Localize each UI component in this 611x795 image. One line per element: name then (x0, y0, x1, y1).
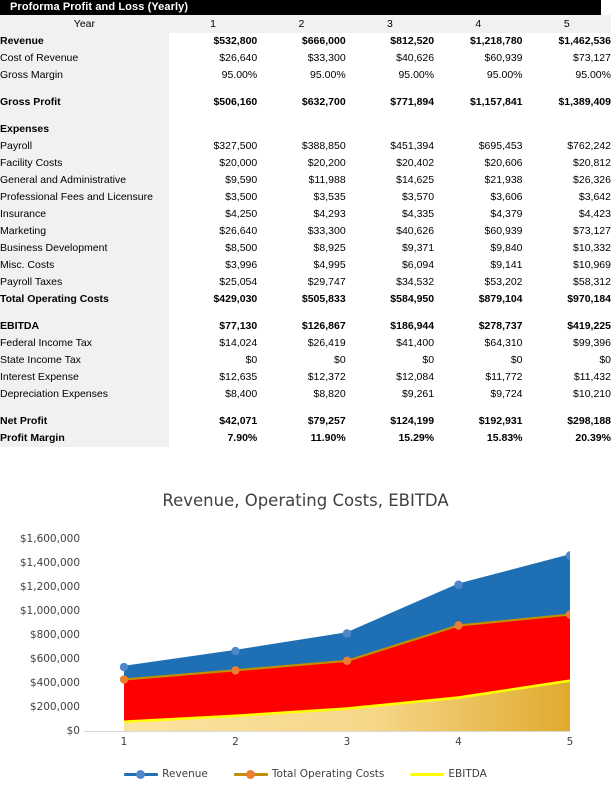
row-value: $42,071 (169, 413, 257, 430)
chart-marker (454, 581, 462, 589)
row-value: $812,520 (346, 33, 434, 50)
spacer-cell (434, 111, 522, 121)
table-row (0, 274, 611, 291)
row-value: $1,462,536 (523, 33, 611, 50)
spacer-cell (169, 308, 257, 318)
spacer-cell (169, 403, 257, 413)
column-header-year-1: 1 (169, 15, 257, 33)
row-value: $10,969 (523, 257, 611, 274)
row-value: $33,300 (257, 223, 345, 240)
table-row (0, 352, 611, 369)
row-value: $0 (523, 352, 611, 369)
row-value: 15.29% (346, 430, 434, 447)
y-axis-tick-label: $800,000 (29, 629, 80, 641)
row-value: $40,626 (346, 223, 434, 240)
row-value: $26,326 (523, 172, 611, 189)
legend-label: EBITDA (448, 768, 487, 780)
chart-title: Revenue, Operating Costs, EBITDA (162, 491, 449, 510)
y-axis-tick-label: $0 (66, 725, 80, 737)
row-value: $3,996 (169, 257, 257, 274)
row-label: Misc. Costs (0, 257, 169, 274)
row-value: $3,642 (523, 189, 611, 206)
row-value: 11.90% (257, 430, 345, 447)
spacer-cell (523, 403, 611, 413)
spacer-cell (434, 308, 522, 318)
row-value: $4,335 (346, 206, 434, 223)
row-value: $388,850 (257, 138, 345, 155)
spacer-cell (257, 111, 345, 121)
row-value: $34,532 (346, 274, 434, 291)
chart-marker (343, 629, 351, 637)
y-axis-tick-label: $1,200,000 (19, 581, 80, 593)
table-row (0, 291, 611, 308)
row-label: Interest Expense (0, 369, 169, 386)
row-value: $0 (346, 352, 434, 369)
row-value: $20,606 (434, 155, 522, 172)
legend-item-ebitda[interactable] (410, 768, 486, 780)
y-axis-tick-label: $1,400,000 (19, 557, 80, 569)
column-header-year-5: 5 (523, 15, 611, 33)
row-value: $26,640 (169, 223, 257, 240)
row-label: Insurance (0, 206, 169, 223)
row-value: $192,931 (434, 413, 522, 430)
row-value: $11,772 (434, 369, 522, 386)
table-row (0, 121, 611, 138)
table-row (0, 369, 611, 386)
table-row (0, 223, 611, 240)
spacer-cell (346, 84, 434, 94)
row-label: Payroll Taxes (0, 274, 169, 291)
chart-container (0, 487, 611, 795)
table-header-row (0, 15, 611, 33)
row-label: Gross Margin (0, 67, 169, 84)
row-value: $79,257 (257, 413, 345, 430)
row-value: $10,210 (523, 386, 611, 403)
chart-marker (231, 666, 239, 674)
spacer-cell (434, 403, 522, 413)
row-value: $970,184 (523, 291, 611, 308)
row-value: $879,104 (434, 291, 522, 308)
row-value: $9,840 (434, 240, 522, 257)
chart-y-axis (0, 533, 80, 737)
chart-legend (0, 768, 611, 780)
row-value: $6,094 (346, 257, 434, 274)
row-value: $419,225 (523, 318, 611, 335)
row-value: $8,500 (169, 240, 257, 257)
row-value: $26,640 (169, 50, 257, 67)
table-row (0, 413, 611, 430)
row-label: Federal Income Tax (0, 335, 169, 352)
y-axis-tick-label: $1,000,000 (19, 605, 80, 617)
table-row (0, 172, 611, 189)
row-label: Net Profit (0, 413, 169, 430)
row-label: Total Operating Costs (0, 291, 169, 308)
legend-label: Revenue (162, 768, 208, 780)
table-row (0, 240, 611, 257)
row-value: $695,453 (434, 138, 522, 155)
row-value: $11,988 (257, 172, 345, 189)
table-row (0, 206, 611, 223)
row-value: $666,000 (257, 33, 345, 50)
row-value: 20.39% (523, 430, 611, 447)
row-value: $1,218,780 (434, 33, 522, 50)
row-value: $20,812 (523, 155, 611, 172)
row-value: $53,202 (434, 274, 522, 291)
row-value: $33,300 (257, 50, 345, 67)
x-axis-tick-label: 4 (455, 736, 462, 748)
row-value (523, 121, 611, 138)
row-value: $20,402 (346, 155, 434, 172)
row-label: Gross Profit (0, 94, 169, 111)
row-value: $9,141 (434, 257, 522, 274)
spacer-cell (169, 84, 257, 94)
chart-x-axis-line (84, 731, 570, 732)
row-value: $0 (257, 352, 345, 369)
row-label: Business Development (0, 240, 169, 257)
row-value: $429,030 (169, 291, 257, 308)
row-value: $124,199 (346, 413, 434, 430)
row-value: $9,724 (434, 386, 522, 403)
row-value: $186,944 (346, 318, 434, 335)
row-value: $3,570 (346, 189, 434, 206)
chart-marker (120, 675, 128, 683)
column-header-year-3: 3 (346, 15, 434, 33)
row-value (257, 121, 345, 138)
row-label: EBITDA (0, 318, 169, 335)
row-label: Professional Fees and Licensure (0, 189, 169, 206)
y-axis-tick-label: $200,000 (29, 701, 80, 713)
y-axis-tick-label: $1,600,000 (19, 533, 80, 545)
row-value: $451,394 (346, 138, 434, 155)
row-value: $12,372 (257, 369, 345, 386)
table-row (0, 430, 611, 447)
legend-swatch-icon (410, 769, 444, 779)
row-value: $8,925 (257, 240, 345, 257)
row-value: $3,535 (257, 189, 345, 206)
chart-marker (231, 647, 239, 655)
row-value: $0 (434, 352, 522, 369)
table-row (0, 33, 611, 50)
spacer-cell (434, 84, 522, 94)
spacer-cell (346, 403, 434, 413)
x-axis-tick-label: 1 (120, 736, 128, 748)
row-value (346, 121, 434, 138)
legend-item-total-operating-costs[interactable] (234, 768, 385, 780)
row-value: $632,700 (257, 94, 345, 111)
row-value: 95.00% (434, 67, 522, 84)
row-label: General and Administrative (0, 172, 169, 189)
sheet-title: Proforma Profit and Loss (Yearly) (0, 0, 601, 15)
y-axis-tick-label: $600,000 (29, 653, 80, 665)
row-value: $60,939 (434, 223, 522, 240)
row-value: 15.83% (434, 430, 522, 447)
row-value: $9,371 (346, 240, 434, 257)
row-value: 95.00% (169, 67, 257, 84)
row-value: $278,737 (434, 318, 522, 335)
chart-svg (84, 539, 570, 731)
legend-label: Total Operating Costs (271, 768, 385, 780)
row-value: $12,635 (169, 369, 257, 386)
table-row (0, 335, 611, 352)
row-value: $77,130 (169, 318, 257, 335)
row-value: $9,590 (169, 172, 257, 189)
row-value: $20,200 (257, 155, 345, 172)
row-value: $298,188 (523, 413, 611, 430)
y-axis-tick-label: $400,000 (29, 677, 80, 689)
spacer-cell (257, 308, 345, 318)
row-label: Payroll (0, 138, 169, 155)
legend-item-revenue[interactable] (124, 768, 208, 780)
spacer-cell (346, 111, 434, 121)
table-row (0, 257, 611, 274)
row-value: $584,950 (346, 291, 434, 308)
row-value: $20,000 (169, 155, 257, 172)
table-row (0, 50, 611, 67)
row-value: $25,054 (169, 274, 257, 291)
table-row (0, 386, 611, 403)
row-value: $26,419 (257, 335, 345, 352)
profit-loss-table (0, 15, 611, 447)
chart-marker (343, 657, 351, 665)
row-value: 7.90% (169, 430, 257, 447)
x-axis-tick-label: 2 (232, 736, 239, 748)
row-value (169, 121, 257, 138)
spacer-cell (0, 308, 169, 318)
table-spacer-row (0, 308, 611, 318)
row-value: $14,625 (346, 172, 434, 189)
row-value: $21,938 (434, 172, 522, 189)
row-value: 95.00% (523, 67, 611, 84)
table-row (0, 318, 611, 335)
row-value: $9,261 (346, 386, 434, 403)
row-value: $40,626 (346, 50, 434, 67)
row-value: $327,500 (169, 138, 257, 155)
row-value: $11,432 (523, 369, 611, 386)
row-value: $771,894 (346, 94, 434, 111)
spacer-cell (523, 308, 611, 318)
spacer-cell (0, 111, 169, 121)
row-value: $762,242 (523, 138, 611, 155)
row-value: $532,800 (169, 33, 257, 50)
row-value: $4,250 (169, 206, 257, 223)
legend-swatch-icon (124, 769, 158, 779)
row-value: $14,024 (169, 335, 257, 352)
row-value: $41,400 (346, 335, 434, 352)
row-label: Revenue (0, 33, 169, 50)
x-axis-tick-label: 3 (343, 736, 351, 748)
table-row (0, 189, 611, 206)
row-value (434, 121, 522, 138)
table-row (0, 155, 611, 172)
table-row (0, 138, 611, 155)
row-value: $8,400 (169, 386, 257, 403)
spacer-cell (0, 403, 169, 413)
chart-x-axis (84, 736, 574, 754)
row-label: Marketing (0, 223, 169, 240)
row-value: $0 (169, 352, 257, 369)
row-label: Cost of Revenue (0, 50, 169, 67)
row-value: $126,867 (257, 318, 345, 335)
row-value: $29,747 (257, 274, 345, 291)
row-label: State Income Tax (0, 352, 169, 369)
column-header-year-4: 4 (434, 15, 522, 33)
row-value: $12,084 (346, 369, 434, 386)
row-value: $73,127 (523, 223, 611, 240)
spacer-cell (523, 84, 611, 94)
row-value: 95.00% (257, 67, 345, 84)
row-label: Expenses (0, 121, 169, 138)
table-row (0, 94, 611, 111)
legend-swatch-icon (234, 769, 268, 779)
spacer-cell (257, 403, 345, 413)
row-value: $3,606 (434, 189, 522, 206)
spacer-cell (523, 111, 611, 121)
row-value: $99,396 (523, 335, 611, 352)
row-label: Depreciation Expenses (0, 386, 169, 403)
table-spacer-row (0, 84, 611, 94)
table-spacer-row (0, 403, 611, 413)
spacer-cell (0, 84, 169, 94)
row-value: $506,160 (169, 94, 257, 111)
row-value: $3,500 (169, 189, 257, 206)
row-value: $73,127 (523, 50, 611, 67)
row-value: 95.00% (346, 67, 434, 84)
spacer-cell (346, 308, 434, 318)
row-value: $4,423 (523, 206, 611, 223)
row-value: $10,332 (523, 240, 611, 257)
spacer-cell (257, 84, 345, 94)
chart-marker (120, 663, 128, 671)
row-label: Facility Costs (0, 155, 169, 172)
table-spacer-row (0, 111, 611, 121)
chart-marker (454, 621, 462, 629)
spacer-cell (169, 111, 257, 121)
row-value: $1,157,841 (434, 94, 522, 111)
row-value: $60,939 (434, 50, 522, 67)
row-value: $505,833 (257, 291, 345, 308)
row-value: $4,995 (257, 257, 345, 274)
row-value: $1,389,409 (523, 94, 611, 111)
row-label: Profit Margin (0, 430, 169, 447)
row-value: $4,379 (434, 206, 522, 223)
row-value: $58,312 (523, 274, 611, 291)
row-value: $8,820 (257, 386, 345, 403)
chart-plot-area (84, 539, 570, 731)
row-value: $64,310 (434, 335, 522, 352)
column-header-year-2: 2 (257, 15, 345, 33)
column-header-year: Year (0, 15, 169, 33)
x-axis-tick-label: 5 (566, 736, 574, 748)
table-row (0, 67, 611, 84)
row-value: $4,293 (257, 206, 345, 223)
